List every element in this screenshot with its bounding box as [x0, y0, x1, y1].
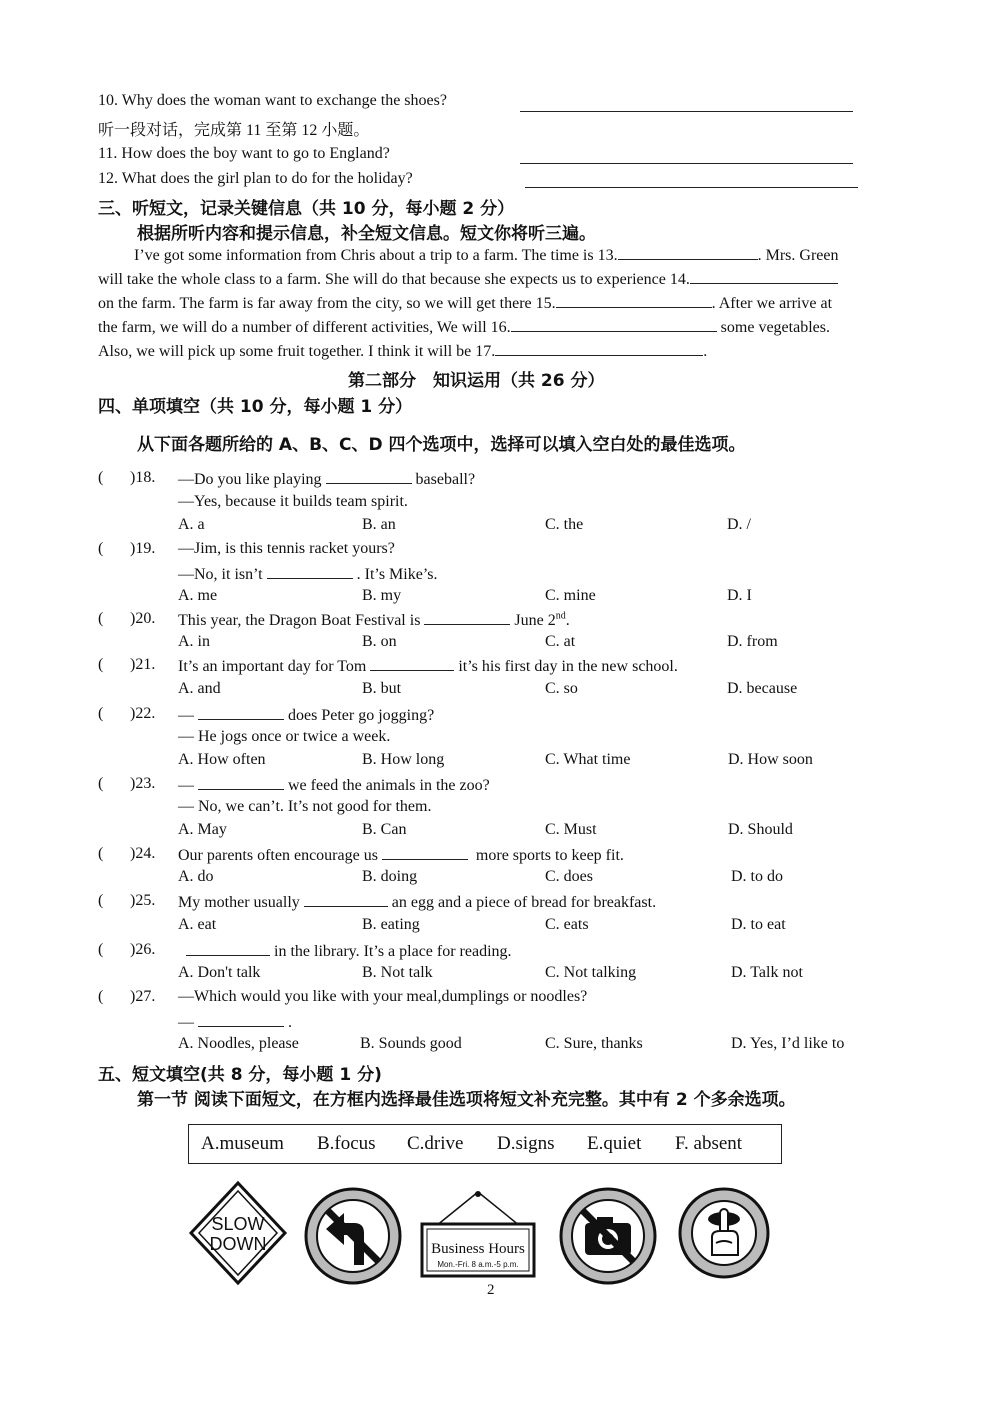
section-3-heading: 三、听短文，记录关键信息（共 10 分，每小题 2 分） [98, 199, 515, 219]
question-24-stem: Our parents often encourage us more sports to keep fit. [178, 847, 624, 864]
option-c[interactable]: C. Not talking [545, 964, 637, 981]
option-c[interactable]: C. at [545, 633, 576, 650]
option-b[interactable]: B. Not talk [362, 964, 433, 981]
question-10: 10. Why does the woman want to exchange the shoes? [98, 92, 447, 109]
option-a[interactable]: A. May [178, 821, 227, 838]
option-b[interactable]: B. doing [362, 868, 418, 885]
answer-paren[interactable]: ( [98, 610, 104, 627]
section-4-heading: 四、单项填空（共 10 分，每小题 1 分） [98, 397, 413, 417]
word-option-a[interactable]: A.museum [201, 1133, 284, 1154]
passage-line-3: on the farm. The farm is far away from the city, so we will get there 15. . After we arrive at [98, 295, 833, 312]
blank [186, 941, 270, 956]
option-c[interactable]: C. Must [545, 821, 597, 838]
answer-line-11[interactable] [520, 162, 853, 164]
question-number: )20. [130, 610, 156, 627]
blank-16[interactable] [511, 317, 717, 332]
question-19-stem: —Jim, is this tennis racket yours? [178, 540, 395, 557]
option-b[interactable]: B. on [362, 633, 397, 650]
option-d[interactable]: D. Talk not [731, 964, 803, 981]
blank-14[interactable] [690, 269, 838, 284]
question-19-reply: —No, it isn’t . It’s Mike’s. [178, 566, 438, 583]
question-25-stem: My mother usually an egg and a piece of bread for breakfast. [178, 894, 657, 911]
option-d[interactable]: D. from [727, 633, 778, 650]
option-d[interactable]: D. How soon [728, 751, 813, 768]
blank [370, 656, 454, 671]
answer-paren[interactable]: ( [98, 892, 104, 909]
no-photography-sign-icon [557, 1185, 659, 1287]
question-27-reply: — . [178, 1014, 292, 1031]
question-number: )27. [130, 988, 156, 1005]
passage-line-4: the farm, we will do a number of different activities, We will 16. some vegetables. [98, 319, 830, 336]
blank [382, 845, 468, 860]
option-a[interactable]: A. Noodles, please [178, 1035, 299, 1052]
passage-line-2: will take the whole class to a farm. She will do that because she expects us to experience 14. [98, 269, 838, 289]
option-a[interactable]: A. do [178, 868, 214, 885]
blank [198, 1012, 284, 1027]
question-18-reply: —Yes, because it builds team spirit. [178, 493, 408, 510]
option-b[interactable]: B. Can [362, 821, 407, 838]
slow-text: SLOW [211, 1214, 265, 1234]
question-number: )21. [130, 656, 156, 673]
section-5-heading: 五、短文填空(共 8 分，每小题 1 分) [98, 1065, 382, 1085]
option-c[interactable]: C. eats [545, 916, 589, 933]
option-c[interactable]: C. What time [545, 751, 631, 768]
blank [198, 705, 284, 720]
section-5-instruction: 第一节 阅读下面短文，在方框内选择最佳选项将短文补充完整。其中有 2 个多余选项。 [137, 1090, 796, 1110]
question-22-reply: — He jogs once or twice a week. [178, 728, 391, 745]
answer-paren[interactable]: ( [98, 705, 104, 722]
blank [304, 892, 388, 907]
answer-line-12[interactable] [525, 186, 858, 188]
word-option-b[interactable]: B.focus [317, 1133, 376, 1154]
blank [267, 564, 353, 579]
answer-paren[interactable]: ( [98, 775, 104, 792]
question-26-stem: in the library. It’s a place for reading. [186, 941, 512, 961]
blank-15[interactable] [556, 293, 712, 308]
answer-paren[interactable]: ( [98, 469, 104, 486]
question-number: )18. [130, 469, 156, 486]
option-d[interactable]: D. Should [728, 821, 793, 838]
option-a[interactable]: A. me [178, 587, 218, 604]
option-b[interactable]: B. an [362, 516, 396, 533]
question-23-reply: — No, we can’t. It’s not good for them. [178, 798, 432, 815]
answer-paren[interactable]: ( [98, 540, 104, 557]
answer-paren[interactable]: ( [98, 988, 104, 1005]
option-d[interactable]: D. to eat [731, 916, 786, 933]
option-b[interactable]: B. my [362, 587, 402, 604]
answer-paren[interactable]: ( [98, 941, 104, 958]
question-number: )26. [130, 941, 156, 958]
option-b[interactable]: B. but [362, 680, 402, 697]
section-3-instruction: 根据所听内容和提示信息，补全短文信息。短文你将听三遍。 [137, 224, 596, 244]
business-hours-sign-icon [418, 1190, 538, 1282]
question-22-stem: — does Peter go jogging? [178, 707, 435, 724]
option-d[interactable]: D. Yes, I’d like to [731, 1035, 845, 1052]
option-c[interactable]: C. the [545, 516, 584, 533]
question-23-stem: — we feed the animals in the zoo? [178, 777, 490, 794]
passage-line-1: I’ve got some information from Chris about a trip to a farm. The time is 13. . Mrs. Green [134, 247, 839, 264]
option-a[interactable]: A. a [178, 516, 205, 533]
option-a[interactable]: A. How often [178, 751, 266, 768]
page-number: 2 [487, 1282, 495, 1298]
question-number: )24. [130, 845, 156, 862]
option-d[interactable]: D. to do [731, 868, 783, 885]
part-2-title: 第二部分 知识运用（共 26 分） [348, 371, 605, 391]
blank [326, 469, 412, 484]
option-a[interactable]: A. and [178, 680, 221, 697]
blank [424, 610, 510, 625]
question-11: 11. How does the boy want to go to England? [98, 145, 390, 162]
passage-line-5: Also, we will pick up some fruit together. I think it will be 17. . [98, 343, 708, 360]
question-20-stem: This year, the Dragon Boat Festival is June 2nd. [178, 610, 570, 629]
blank-17[interactable] [495, 341, 703, 356]
option-c[interactable]: C. Sure, thanks [545, 1035, 643, 1052]
answer-paren[interactable]: ( [98, 845, 104, 862]
question-number: )19. [130, 540, 156, 557]
option-b[interactable]: B. Sounds good [360, 1035, 462, 1052]
answer-paren[interactable]: ( [98, 656, 104, 673]
option-c[interactable]: C. so [545, 680, 578, 697]
business-hours-time: Mon.-Fri. 8 a.m.-5 p.m. [437, 1260, 519, 1269]
question-18-stem: —Do you like playing baseball? [178, 471, 476, 488]
quiet-please-sign-icon [676, 1185, 772, 1281]
option-d[interactable]: D. I [727, 587, 752, 604]
question-12: 12. What does the girl plan to do for the holiday? [98, 170, 413, 187]
slow-down-sign-icon [188, 1180, 288, 1286]
option-d[interactable]: D. because [727, 680, 798, 697]
question-27-stem: —Which would you like with your meal,dumplings or noodles? [178, 988, 588, 1005]
question-21-stem: It’s an important day for Tom it’s his first day in the new school. [178, 658, 678, 675]
no-left-turn-sign-icon [302, 1185, 404, 1287]
option-d[interactable]: D. / [727, 516, 751, 533]
word-option-e[interactable]: E.quiet [587, 1133, 642, 1154]
option-a[interactable]: A. eat [178, 916, 217, 933]
option-c[interactable]: C. does [545, 868, 593, 885]
word-option-d[interactable]: D.signs [497, 1133, 555, 1154]
option-b[interactable]: B. How long [362, 751, 445, 768]
instruction-11-12: 听一段对话，完成第 11 至第 12 小题。 [98, 122, 370, 139]
question-number: )25. [130, 892, 156, 909]
down-text: DOWN [209, 1234, 267, 1254]
word-option-f[interactable]: F. absent [675, 1133, 743, 1154]
blank-13[interactable] [618, 245, 758, 260]
question-number: )23. [130, 775, 156, 792]
section-4-instruction: 从下面各题所给的 A、B、C、D 四个选项中，选择可以填入空白处的最佳选项。 [137, 435, 746, 455]
answer-line-10[interactable] [520, 110, 853, 112]
option-a[interactable]: A. in [178, 633, 210, 650]
business-hours-title: Business Hours [431, 1241, 525, 1257]
word-option-c[interactable]: C.drive [407, 1133, 464, 1154]
word-bank [188, 1124, 782, 1164]
option-c[interactable]: C. mine [545, 587, 596, 604]
question-number: )22. [130, 705, 156, 722]
option-a[interactable]: A. Don't talk [178, 964, 261, 981]
blank [198, 775, 284, 790]
option-b[interactable]: B. eating [362, 916, 420, 933]
